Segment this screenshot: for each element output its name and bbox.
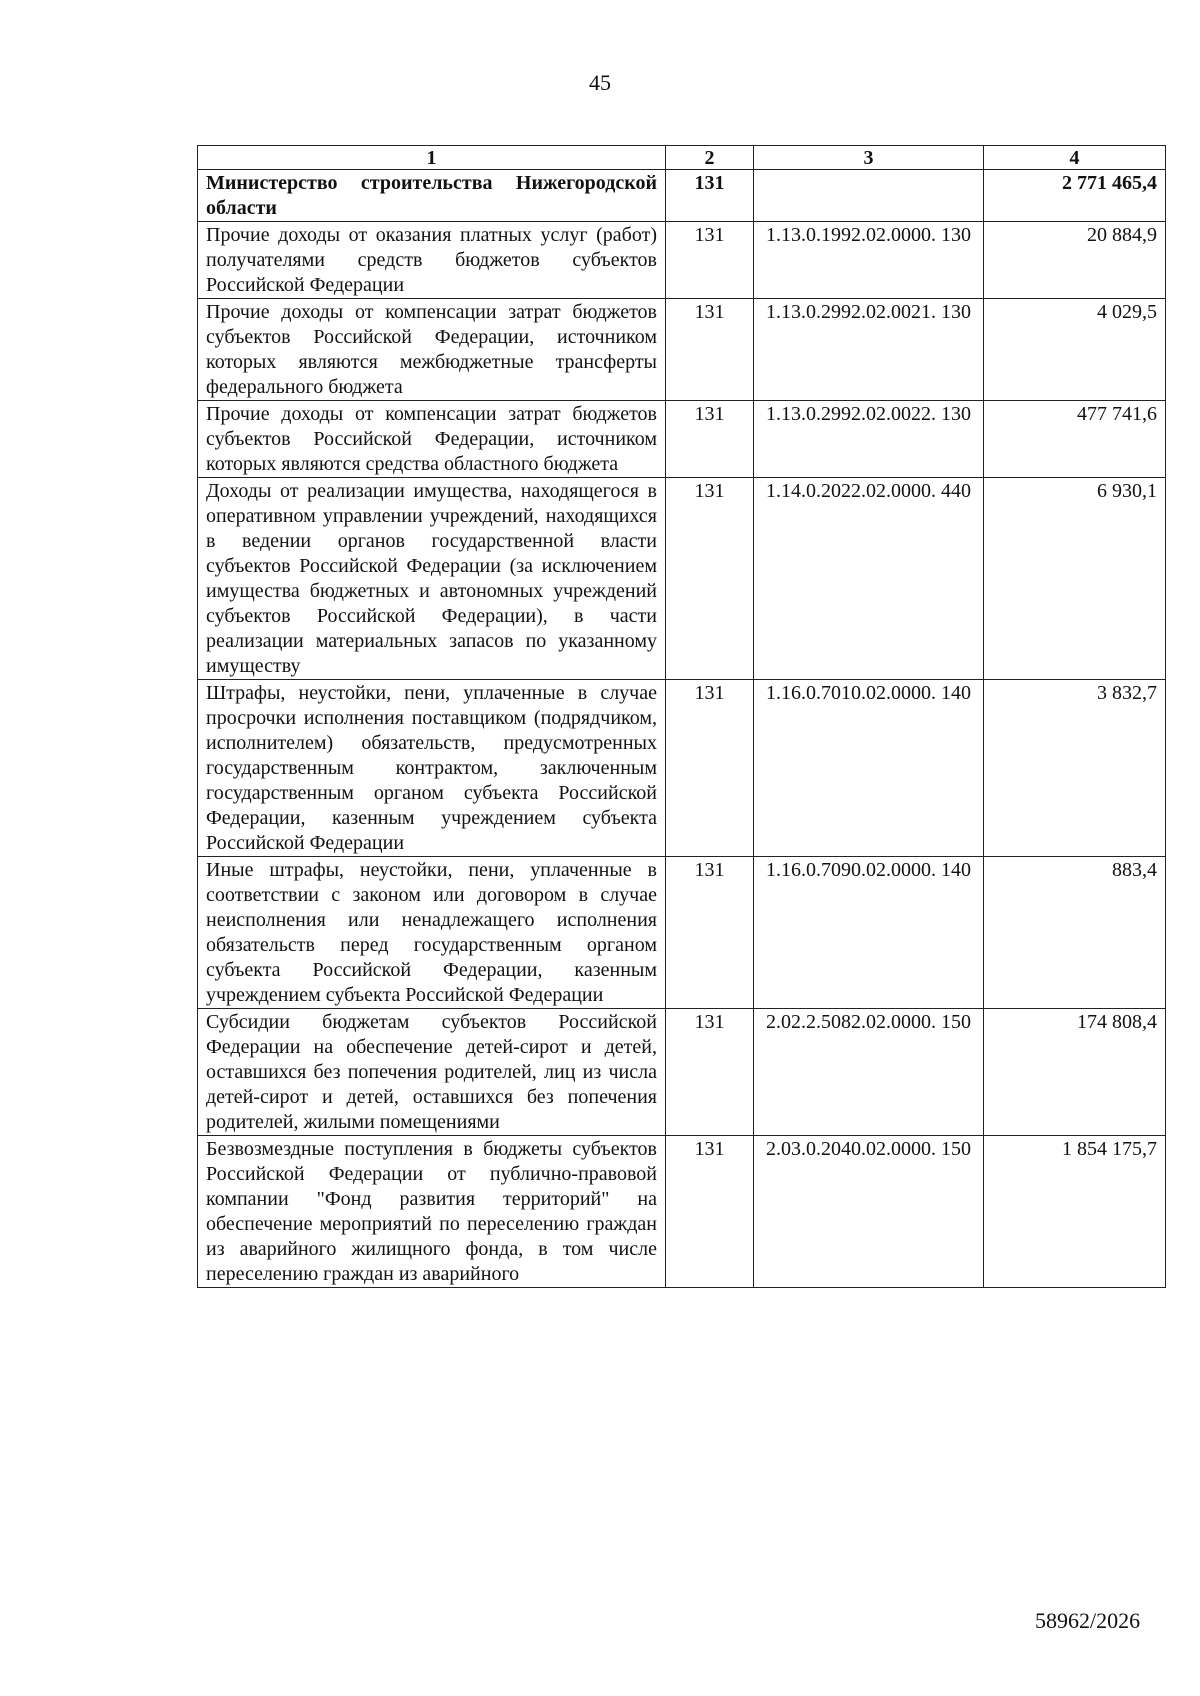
table-row <box>198 680 1166 857</box>
row-name: Доходы от реализации имущества, находящегося в оперативном управлении учреждений, находящихся в ведении органов государственной власти субъектов Российской Федерации (за исключением имущества бюджетных и автономных учреждений субъектов Российской Федерации), в части реализации материальных запасов по указанному имуществу <box>198 478 666 680</box>
row-income-code: 1.16.0.7090.02.0000. 140 <box>754 857 984 1009</box>
row-income-code: 1.16.0.7010.02.0000. 140 <box>754 680 984 857</box>
row-amount: 174 808,4 <box>984 1009 1166 1136</box>
row-amount: 1 854 175,7 <box>984 1136 1166 1288</box>
row-admin-code: 131 <box>666 401 754 478</box>
row-amount: 20 884,9 <box>984 222 1166 299</box>
header-col-3: 3 <box>754 146 984 170</box>
table-row <box>198 401 1166 478</box>
row-name: Штрафы, неустойки, пени, уплаченные в случае просрочки исполнения поставщиком (подрядчиком, исполнителем) обязательств, предусмотренных государственным контрактом, заключенным государственным органом субъекта Российской Федерации, казенным учреждением субъекта Российской Федерации <box>198 680 666 857</box>
row-admin-code: 131 <box>666 478 754 680</box>
row-admin-code: 131 <box>666 857 754 1009</box>
header-col-1: 1 <box>198 146 666 170</box>
row-name: Субсидии бюджетам субъектов Российской Федерации на обеспечение детей-сирот и детей, оставшихся без попечения родителей, лиц из числа детей-сирот и детей, оставшихся без попечения родителей, жилыми помещениями <box>198 1009 666 1136</box>
row-name: Иные штрафы, неустойки, пени, уплаченные в соответствии с законом или договором в случае неисполнения или ненадлежащего исполнения обязательств перед государственным органом субъекта Российской Федерации, казенным учреждением субъекта Российской Федерации <box>198 857 666 1009</box>
row-amount: 4 029,5 <box>984 299 1166 401</box>
row-amount: 883,4 <box>984 857 1166 1009</box>
table-row <box>198 170 1166 222</box>
row-income-code: 1.13.0.2992.02.0021. 130 <box>754 299 984 401</box>
row-amount: 477 741,6 <box>984 401 1166 478</box>
row-income-code: 2.02.2.5082.02.0000. 150 <box>754 1009 984 1136</box>
row-income-code: 1.13.0.2992.02.0022. 130 <box>754 401 984 478</box>
row-name: Министерство строительства Нижегородской области <box>198 170 666 222</box>
table-row <box>198 222 1166 299</box>
row-admin-code: 131 <box>666 680 754 857</box>
row-admin-code: 131 <box>666 299 754 401</box>
budget-table <box>197 145 1166 1288</box>
row-amount: 2 771 465,4 <box>984 170 1166 222</box>
document-registration-number: 58962/2026 <box>1035 1608 1141 1633</box>
row-admin-code: 131 <box>666 1009 754 1136</box>
row-name: Прочие доходы от компенсации затрат бюджетов субъектов Российской Федерации, источником которых являются межбюджетные трансферты федерального бюджета <box>198 299 666 401</box>
row-name: Безвозмездные поступления в бюджеты субъектов Российской Федерации от публично-правовой компании "Фонд развития территорий" на обеспечение мероприятий по переселению граждан из аварийного жилищного фонда, в том числе переселению граждан из аварийного <box>198 1136 666 1288</box>
row-income-code <box>754 170 984 222</box>
header-col-4: 4 <box>984 146 1166 170</box>
row-amount: 3 832,7 <box>984 680 1166 857</box>
table-row <box>198 1009 1166 1136</box>
table-row <box>198 1136 1166 1288</box>
row-amount: 6 930,1 <box>984 478 1166 680</box>
row-name: Прочие доходы от оказания платных услуг (работ) получателями средств бюджетов субъектов Российской Федерации <box>198 222 666 299</box>
row-income-code: 2.03.0.2040.02.0000. 150 <box>754 1136 984 1288</box>
row-income-code: 1.13.0.1992.02.0000. 130 <box>754 222 984 299</box>
row-admin-code: 131 <box>666 170 754 222</box>
page-number: 45 <box>589 70 611 95</box>
row-name: Прочие доходы от компенсации затрат бюджетов субъектов Российской Федерации, источником которых являются средства областного бюджета <box>198 401 666 478</box>
table-row <box>198 299 1166 401</box>
table-header-row <box>198 146 1166 170</box>
header-col-2: 2 <box>666 146 754 170</box>
row-admin-code: 131 <box>666 222 754 299</box>
row-admin-code: 131 <box>666 1136 754 1288</box>
row-income-code: 1.14.0.2022.02.0000. 440 <box>754 478 984 680</box>
table-row <box>198 478 1166 680</box>
table-row <box>198 857 1166 1009</box>
